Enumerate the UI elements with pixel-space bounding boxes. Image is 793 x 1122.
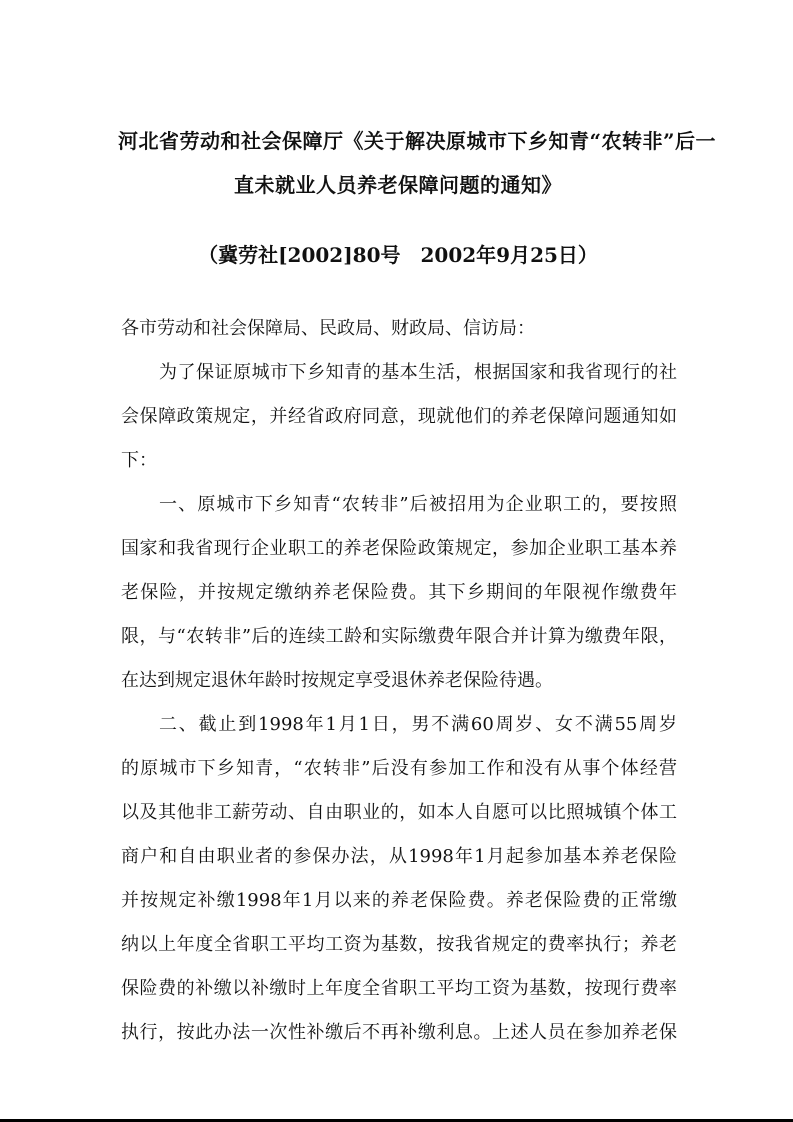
paragraph-item2-line: 以及其他非工薪劳动、自由职业的，如本人自愿可以比照城镇个体工 bbox=[121, 802, 677, 823]
addressee: 各市劳动和社会保障局、民政局、财政局、信访局： bbox=[121, 318, 535, 339]
paragraph-intro-line: 为了保证原城市下乡知青的基本生活，根据国家和我省现行的社 bbox=[159, 362, 677, 383]
paragraph-item2-line: 保险费的补缴以补缴时上年度全省职工平均工资为基数，按现行费率 bbox=[121, 978, 677, 999]
paragraph-item2-line: 的原城市下乡知青，“农转非”后没有参加工作和没有从事个体经营 bbox=[121, 758, 677, 779]
paragraph-item1-line: 一、原城市下乡知青“农转非”后被招用为企业职工的，要按照 bbox=[159, 494, 677, 515]
paragraph-item2-line: 二、截止到1998年1月1日，男不满60周岁、女不满55周岁 bbox=[159, 714, 677, 735]
paragraph-item1-line: 老保险，并按规定缴纳养老保险费。其下乡期间的年限视作缴费年 bbox=[121, 582, 677, 603]
paragraph-item2-line: 执行，按此办法一次性补缴后不再补缴利息。上述人员在参加养老保 bbox=[121, 1022, 677, 1043]
paragraph-item1-line: 在达到规定退休年龄时按规定享受退休养老保险待遇。 bbox=[121, 670, 553, 691]
paragraph-item1-line: 国家和我省现行企业职工的养老保险政策规定，参加企业职工基本养 bbox=[121, 538, 677, 559]
paragraph-item2-line: 商户和自由职业者的参保办法，从1998年1月起参加基本养老保险 bbox=[121, 846, 677, 867]
document-title-line-2: 直未就业人员养老保障问题的通知》 bbox=[234, 173, 562, 197]
paragraph-intro-line: 下： bbox=[121, 450, 157, 471]
document-number: （冀劳社[2002]80号 2002年9月25日） bbox=[198, 243, 598, 267]
paragraph-item2-line: 并按规定补缴1998年1月以来的养老保险费。养老保险费的正常缴 bbox=[121, 890, 677, 911]
document-title-line-1: 河北省劳动和社会保障厅《关于解决原城市下乡知青“农转非”后一 bbox=[118, 129, 717, 153]
paragraph-item1-line: 限，与“农转非”后的连续工龄和实际缴费年限合并计算为缴费年限， bbox=[121, 626, 677, 647]
paragraph-item2-line: 纳以上年度全省职工平均工资为基数，按我省规定的费率执行；养老 bbox=[121, 934, 677, 955]
paragraph-intro-line: 会保障政策规定，并经省政府同意，现就他们的养老保障问题通知如 bbox=[121, 406, 677, 427]
